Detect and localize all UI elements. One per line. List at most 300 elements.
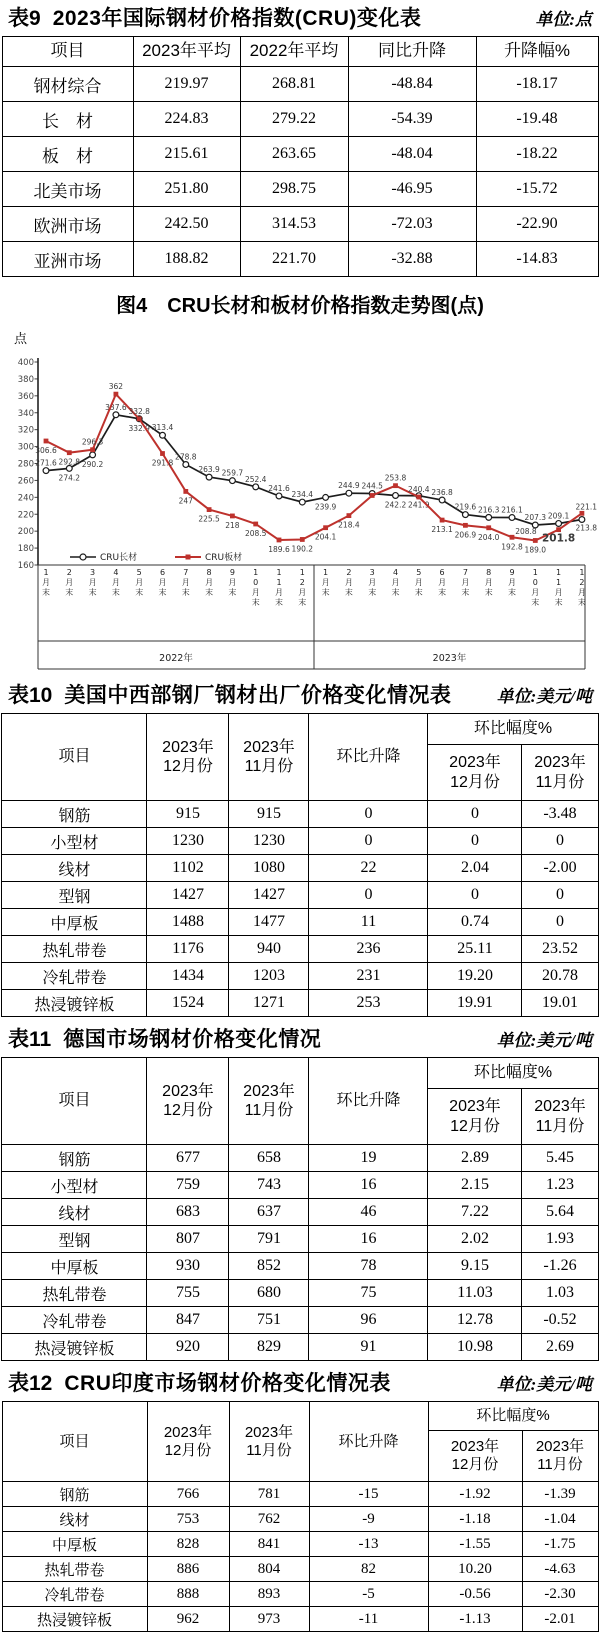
column-header-cell: 2023年 12月份: [147, 1402, 229, 1482]
svg-text:9月末: 9 月末: [228, 568, 237, 597]
table11-container: [0, 1057, 600, 1361]
table9: [2, 36, 599, 277]
value-cell: 251.80: [133, 172, 240, 207]
series-CRU长材: [35, 403, 597, 533]
table-row: [2, 1607, 598, 1632]
value-cell: 766: [147, 1482, 229, 1507]
value-cell: 2.15: [428, 1172, 522, 1199]
table9-title: 2023年国际钢材价格指数(CRU)变化表: [52, 7, 422, 30]
column-header-cell: 2023年 11月份: [522, 745, 598, 801]
table9-number: 表9: [8, 7, 41, 30]
value-cell: 10.98: [428, 1334, 522, 1361]
value-cell: 5.45: [522, 1145, 598, 1172]
value-cell: 886: [147, 1557, 229, 1582]
svg-text:260: 260: [17, 476, 34, 487]
svg-text:274.2: 274.2: [58, 473, 81, 483]
column-header-cell: 项目: [2, 1402, 147, 1482]
svg-text:280: 280: [17, 459, 34, 470]
value-cell: 753: [147, 1507, 229, 1532]
column-header-cell: 2023年 11月份: [229, 1058, 309, 1145]
svg-text:253.8: 253.8: [384, 473, 407, 483]
value-cell: 12.78: [428, 1307, 522, 1334]
value-cell: 683: [147, 1199, 229, 1226]
value-cell: 888: [147, 1582, 229, 1607]
table12: [2, 1401, 599, 1632]
column-header-cell: 项目: [2, 37, 133, 67]
svg-text:247: 247: [178, 496, 193, 506]
value-cell: 0: [309, 801, 428, 828]
svg-text:241.6: 241.6: [268, 483, 290, 493]
value-cell: 940: [229, 936, 309, 963]
table-row: [2, 1253, 598, 1280]
value-cell: -3.48: [522, 801, 598, 828]
value-cell: 46: [309, 1199, 428, 1226]
row-label-cell: 线材: [2, 1199, 147, 1226]
value-cell: 0: [428, 882, 522, 909]
row-label-cell: 小型材: [2, 828, 147, 855]
svg-text:360: 360: [17, 391, 34, 402]
value-cell: 1.23: [522, 1172, 598, 1199]
value-cell: 852: [229, 1253, 309, 1280]
table-row: [2, 137, 598, 172]
value-cell: 11: [309, 909, 428, 936]
svg-text:2月末: 2 月末: [344, 568, 353, 597]
svg-text:209.1: 209.1: [547, 511, 570, 521]
chart-y-axis-unit-label: 点: [14, 331, 28, 346]
value-cell: 807: [147, 1226, 229, 1253]
value-cell: 680: [229, 1280, 309, 1307]
table-row: [2, 828, 598, 855]
table-row: [2, 1507, 598, 1532]
value-cell: -1.26: [522, 1253, 598, 1280]
row-label-cell: 热轧带卷: [2, 1557, 147, 1582]
value-cell: 7.22: [428, 1199, 522, 1226]
svg-text:2022年: 2022年: [159, 653, 193, 664]
table12-number: 表12: [8, 1372, 53, 1395]
svg-text:10月末: 1 0 月末: [251, 568, 260, 607]
value-cell: 2.02: [428, 1226, 522, 1253]
svg-text:400: 400: [17, 358, 34, 368]
value-cell: 759: [147, 1172, 229, 1199]
value-cell: 215.61: [133, 137, 240, 172]
value-cell: 829: [229, 1334, 309, 1361]
row-label-cell: 热浸镀锌板: [2, 990, 147, 1017]
value-cell: 91: [309, 1334, 428, 1361]
value-cell: 268.81: [240, 67, 348, 102]
row-label-cell: 热浸镀锌板: [2, 1607, 147, 1632]
table-row: [2, 1582, 598, 1607]
table-row: [2, 172, 598, 207]
table-row: [2, 855, 598, 882]
svg-text:190.2: 190.2: [291, 544, 314, 554]
svg-text:218.4: 218.4: [338, 520, 360, 530]
value-cell: -1.13: [428, 1607, 522, 1632]
svg-text:218: 218: [225, 520, 240, 530]
value-cell: 915: [147, 801, 229, 828]
value-cell: 743: [229, 1172, 309, 1199]
column-header-cell: 项目: [2, 714, 147, 801]
value-cell: -9: [309, 1507, 428, 1532]
row-label-cell: 冷轧带卷: [2, 1307, 147, 1334]
svg-text:204.0: 204.0: [477, 532, 500, 542]
value-cell: 1477: [229, 909, 309, 936]
value-cell: 0: [309, 882, 428, 909]
table10-number: 表10: [8, 684, 53, 707]
svg-text:5月末: 5 月末: [414, 568, 423, 597]
svg-text:204.1: 204.1: [314, 532, 337, 542]
svg-text:239.9: 239.9: [314, 502, 337, 512]
value-cell: 677: [147, 1145, 229, 1172]
value-cell: 755: [147, 1280, 229, 1307]
value-cell: 16: [309, 1172, 428, 1199]
svg-text:362: 362: [108, 382, 124, 392]
value-cell: 1080: [229, 855, 309, 882]
column-header-cell: 环比升降: [309, 1402, 428, 1482]
svg-text:296.3: 296.3: [81, 437, 104, 447]
value-cell: 75: [309, 1280, 428, 1307]
svg-text:4月末: 4 月末: [391, 568, 400, 597]
row-label-cell: 欧洲市场: [2, 207, 133, 242]
value-cell: 791: [229, 1226, 309, 1253]
table-row: [2, 882, 598, 909]
value-cell: -5: [309, 1582, 428, 1607]
value-cell: 1230: [147, 828, 229, 855]
value-cell: 1230: [229, 828, 309, 855]
svg-text:213.1: 213.1: [431, 525, 453, 535]
value-cell: -4.63: [522, 1557, 598, 1582]
svg-text:7月末: 7 月末: [461, 568, 470, 597]
row-label-cell: 中厚板: [2, 1253, 147, 1280]
svg-text:1月末: 1 月末: [321, 568, 330, 597]
column-header-cell: 2023年 11月份: [522, 1431, 598, 1482]
value-cell: 221.70: [240, 242, 348, 277]
value-cell: -2.00: [522, 855, 598, 882]
value-cell: 847: [147, 1307, 229, 1334]
svg-text:225.5: 225.5: [198, 514, 220, 524]
value-cell: 841: [229, 1532, 309, 1557]
svg-text:244.5: 244.5: [361, 481, 383, 491]
svg-text:7月末: 7 月末: [181, 568, 190, 597]
value-cell: 762: [229, 1507, 309, 1532]
table-row: [2, 936, 598, 963]
value-cell: -0.56: [428, 1582, 522, 1607]
svg-text:263.9: 263.9: [198, 465, 220, 475]
table-row: [2, 1532, 598, 1557]
value-cell: 637: [229, 1199, 309, 1226]
value-cell: 1203: [229, 963, 309, 990]
svg-text:208.5: 208.5: [244, 528, 267, 538]
table11-unit-label: 单位:美元/吨: [496, 1031, 592, 1050]
table-row: [2, 1307, 598, 1334]
value-cell: 2.89: [428, 1145, 522, 1172]
svg-text:207.3: 207.3: [524, 512, 547, 522]
table12-unit-label: 单位:美元/吨: [496, 1375, 592, 1394]
value-cell: -11: [309, 1607, 428, 1632]
column-header-cell: 环比幅度%: [428, 714, 598, 745]
row-label-cell: 亚洲市场: [2, 242, 133, 277]
svg-text:332.9: 332.9: [128, 423, 150, 433]
table-row: [2, 207, 598, 242]
value-cell: 19.91: [428, 990, 522, 1017]
svg-text:2月末: 2 月末: [65, 568, 74, 597]
row-label-cell: 冷轧带卷: [2, 1582, 147, 1607]
value-cell: 242.50: [133, 207, 240, 242]
svg-text:6月末: 6 月末: [158, 568, 167, 597]
table9-caption: [8, 2, 421, 32]
value-cell: 231: [309, 963, 428, 990]
svg-text:8月末: 8 月末: [484, 568, 493, 597]
value-cell: 962: [147, 1607, 229, 1632]
value-cell: 1.93: [522, 1226, 598, 1253]
value-cell: 804: [229, 1557, 309, 1582]
svg-text:259.7: 259.7: [221, 468, 244, 478]
column-header-cell: 升降幅%: [476, 37, 598, 67]
value-cell: 0: [428, 828, 522, 855]
value-cell: -15: [309, 1482, 428, 1507]
value-cell: 828: [147, 1532, 229, 1557]
value-cell: 188.82: [133, 242, 240, 277]
svg-text:CRU板材: CRU板材: [205, 553, 243, 563]
value-cell: -48.04: [348, 137, 476, 172]
value-cell: 224.83: [133, 102, 240, 137]
value-cell: 0.74: [428, 909, 522, 936]
svg-text:271.6: 271.6: [35, 458, 57, 468]
value-cell: -14.83: [476, 242, 598, 277]
svg-text:241.9: 241.9: [408, 500, 430, 510]
table12-title-row: [0, 1365, 600, 1397]
value-cell: 22: [309, 855, 428, 882]
value-cell: 96: [309, 1307, 428, 1334]
svg-text:200: 200: [17, 527, 34, 538]
value-cell: -15.72: [476, 172, 598, 207]
table11-title: 德国市场钢材价格变化情况: [63, 1028, 322, 1051]
value-cell: 11.03: [428, 1280, 522, 1307]
row-label-cell: 线材: [2, 855, 147, 882]
value-cell: 1524: [147, 990, 229, 1017]
value-cell: -48.84: [348, 67, 476, 102]
value-cell: 1271: [229, 990, 309, 1017]
table-row: [2, 1334, 598, 1361]
svg-text:180: 180: [17, 544, 34, 555]
svg-text:332.8: 332.8: [128, 406, 150, 416]
svg-text:9月末: 9 月末: [508, 568, 516, 597]
svg-text:201.8: 201.8: [541, 532, 576, 545]
table12-title: CRU印度市场钢材价格变化情况表: [64, 1372, 391, 1395]
value-cell: 658: [229, 1145, 309, 1172]
table11-title-row: [0, 1021, 600, 1053]
value-cell: -18.22: [476, 137, 598, 172]
row-label-cell: 冷轧带卷: [2, 963, 147, 990]
value-cell: 893: [229, 1582, 309, 1607]
value-cell: 9.15: [428, 1253, 522, 1280]
row-label-cell: 型钢: [2, 882, 147, 909]
value-cell: 25.11: [428, 936, 522, 963]
svg-text:240.4: 240.4: [408, 484, 430, 494]
table9-unit-label: 单位:点: [535, 10, 592, 29]
value-cell: 751: [229, 1307, 309, 1334]
svg-text:234.4: 234.4: [291, 490, 314, 500]
svg-text:242.2: 242.2: [384, 500, 407, 510]
table11-caption: [8, 1023, 321, 1053]
table11: [1, 1057, 598, 1361]
value-cell: -1.55: [428, 1532, 522, 1557]
table-row: [2, 963, 598, 990]
value-cell: 1427: [229, 882, 309, 909]
value-cell: -19.48: [476, 102, 598, 137]
table-row: [2, 1172, 598, 1199]
svg-text:240: 240: [17, 493, 34, 504]
value-cell: -13: [309, 1532, 428, 1557]
table12-caption: [8, 1367, 391, 1397]
svg-text:CRU长材: CRU长材: [100, 553, 138, 563]
value-cell: 16: [309, 1226, 428, 1253]
svg-text:220: 220: [17, 510, 34, 521]
value-cell: 1.03: [522, 1280, 598, 1307]
value-cell: 0: [428, 801, 522, 828]
value-cell: 1434: [147, 963, 229, 990]
row-label-cell: 热轧带卷: [2, 1280, 147, 1307]
svg-text:290.2: 290.2: [81, 459, 104, 469]
svg-text:300: 300: [17, 442, 34, 453]
value-cell: -46.95: [348, 172, 476, 207]
svg-text:313.4: 313.4: [151, 423, 174, 433]
column-header-cell: 2023年 11月份: [229, 714, 309, 801]
value-cell: 19: [309, 1145, 428, 1172]
svg-text:216.1: 216.1: [501, 505, 523, 515]
svg-text:10月末: 1 0 月末: [531, 568, 540, 607]
svg-text:213.8: 213.8: [575, 523, 597, 533]
value-cell: 915: [229, 801, 309, 828]
value-cell: 1102: [147, 855, 229, 882]
value-cell: -32.88: [348, 242, 476, 277]
value-cell: 19.20: [428, 963, 522, 990]
value-cell: -2.01: [522, 1607, 598, 1632]
table-row: [2, 801, 598, 828]
row-label-cell: 板 材: [2, 137, 133, 172]
column-header-cell: 2023年 12月份: [428, 1431, 522, 1482]
value-cell: 23.52: [522, 936, 598, 963]
value-cell: -1.92: [428, 1482, 522, 1507]
table10-title-row: [0, 677, 600, 709]
value-cell: 314.53: [240, 207, 348, 242]
value-cell: 279.22: [240, 102, 348, 137]
svg-text:1月末: 1 月末: [42, 568, 50, 597]
value-cell: 2.69: [522, 1334, 598, 1361]
row-label-cell: 热轧带卷: [2, 936, 147, 963]
svg-text:11月末: 1 1 月末: [554, 568, 563, 607]
svg-text:192.8: 192.8: [501, 542, 523, 552]
column-header-cell: 2023年 12月份: [147, 714, 229, 801]
svg-text:8月末: 8 月末: [205, 568, 214, 597]
table-row: [2, 1145, 598, 1172]
column-header-cell: 环比升降: [309, 1058, 428, 1145]
row-label-cell: 钢筋: [2, 1145, 147, 1172]
column-header-cell: 2023年平均: [133, 37, 240, 67]
value-cell: 2.04: [428, 855, 522, 882]
table11-number: 表11: [8, 1028, 52, 1051]
value-cell: 298.75: [240, 172, 348, 207]
value-cell: 20.78: [522, 963, 598, 990]
row-label-cell: 长 材: [2, 102, 133, 137]
value-cell: 0: [522, 828, 598, 855]
extra-data-label: 208.8: [515, 527, 537, 537]
table-row: [2, 1482, 598, 1507]
value-cell: 1488: [147, 909, 229, 936]
svg-text:4月末: 4 月末: [111, 568, 120, 597]
table10-caption: [8, 679, 451, 709]
table-row: [2, 1199, 598, 1226]
column-header-cell: 2023年 12月份: [428, 1089, 522, 1145]
value-cell: 219.97: [133, 67, 240, 102]
row-label-cell: 线材: [2, 1507, 147, 1532]
chart-legend: [70, 551, 242, 563]
value-cell: 1176: [147, 936, 229, 963]
value-cell: 78: [309, 1253, 428, 1280]
svg-text:380: 380: [17, 374, 34, 385]
column-header-cell: 2023年 11月份: [522, 1089, 598, 1145]
table-row: [2, 102, 598, 137]
value-cell: 930: [147, 1253, 229, 1280]
value-cell: 82: [309, 1557, 428, 1582]
svg-text:244.9: 244.9: [338, 481, 360, 491]
svg-text:252.4: 252.4: [244, 474, 267, 484]
svg-text:236.8: 236.8: [431, 488, 453, 498]
column-header-cell: 同比升降: [348, 37, 476, 67]
svg-text:11月末: 1 1 月末: [275, 568, 283, 607]
svg-text:189.0: 189.0: [524, 545, 547, 555]
column-header-cell: 项目: [2, 1058, 147, 1145]
svg-text:320: 320: [17, 425, 34, 436]
value-cell: 0: [309, 828, 428, 855]
svg-text:160: 160: [17, 561, 34, 571]
svg-text:12月末: 1 2 月末: [577, 568, 586, 607]
svg-text:292.8: 292.8: [58, 457, 81, 467]
value-cell: -18.17: [476, 67, 598, 102]
row-label-cell: 中厚板: [2, 909, 147, 936]
row-label-cell: 钢筋: [2, 1482, 147, 1507]
value-cell: 973: [229, 1607, 309, 1632]
value-cell: -54.39: [348, 102, 476, 137]
svg-text:291.8: 291.8: [151, 458, 174, 468]
value-cell: -72.03: [348, 207, 476, 242]
table-row: [2, 67, 598, 102]
svg-text:216.3: 216.3: [477, 505, 500, 515]
row-label-cell: 小型材: [2, 1172, 147, 1199]
table9-title-row: [0, 0, 600, 32]
value-cell: 253: [309, 990, 428, 1017]
table-row: [2, 1557, 598, 1582]
svg-text:219.6: 219.6: [454, 502, 477, 512]
table10-unit-label: 单位:美元/吨: [496, 687, 592, 706]
svg-text:6月末: 6 月末: [438, 568, 447, 597]
table-row: [2, 242, 598, 277]
chart-axes: [18, 358, 585, 669]
row-label-cell: 钢材综合: [2, 67, 133, 102]
value-cell: 5.64: [522, 1199, 598, 1226]
row-label-cell: 北美市场: [2, 172, 133, 207]
column-header-cell: 环比幅度%: [428, 1058, 598, 1089]
table-row: [2, 1280, 598, 1307]
value-cell: 236: [309, 936, 428, 963]
value-cell: 10.20: [428, 1557, 522, 1582]
svg-text:5月末: 5 月末: [135, 568, 144, 597]
svg-text:340: 340: [17, 408, 34, 419]
column-header-cell: 2022年平均: [240, 37, 348, 67]
value-cell: -22.90: [476, 207, 598, 242]
row-label-cell: 中厚板: [2, 1532, 147, 1557]
value-cell: -1.75: [522, 1532, 598, 1557]
value-cell: -2.30: [522, 1582, 598, 1607]
